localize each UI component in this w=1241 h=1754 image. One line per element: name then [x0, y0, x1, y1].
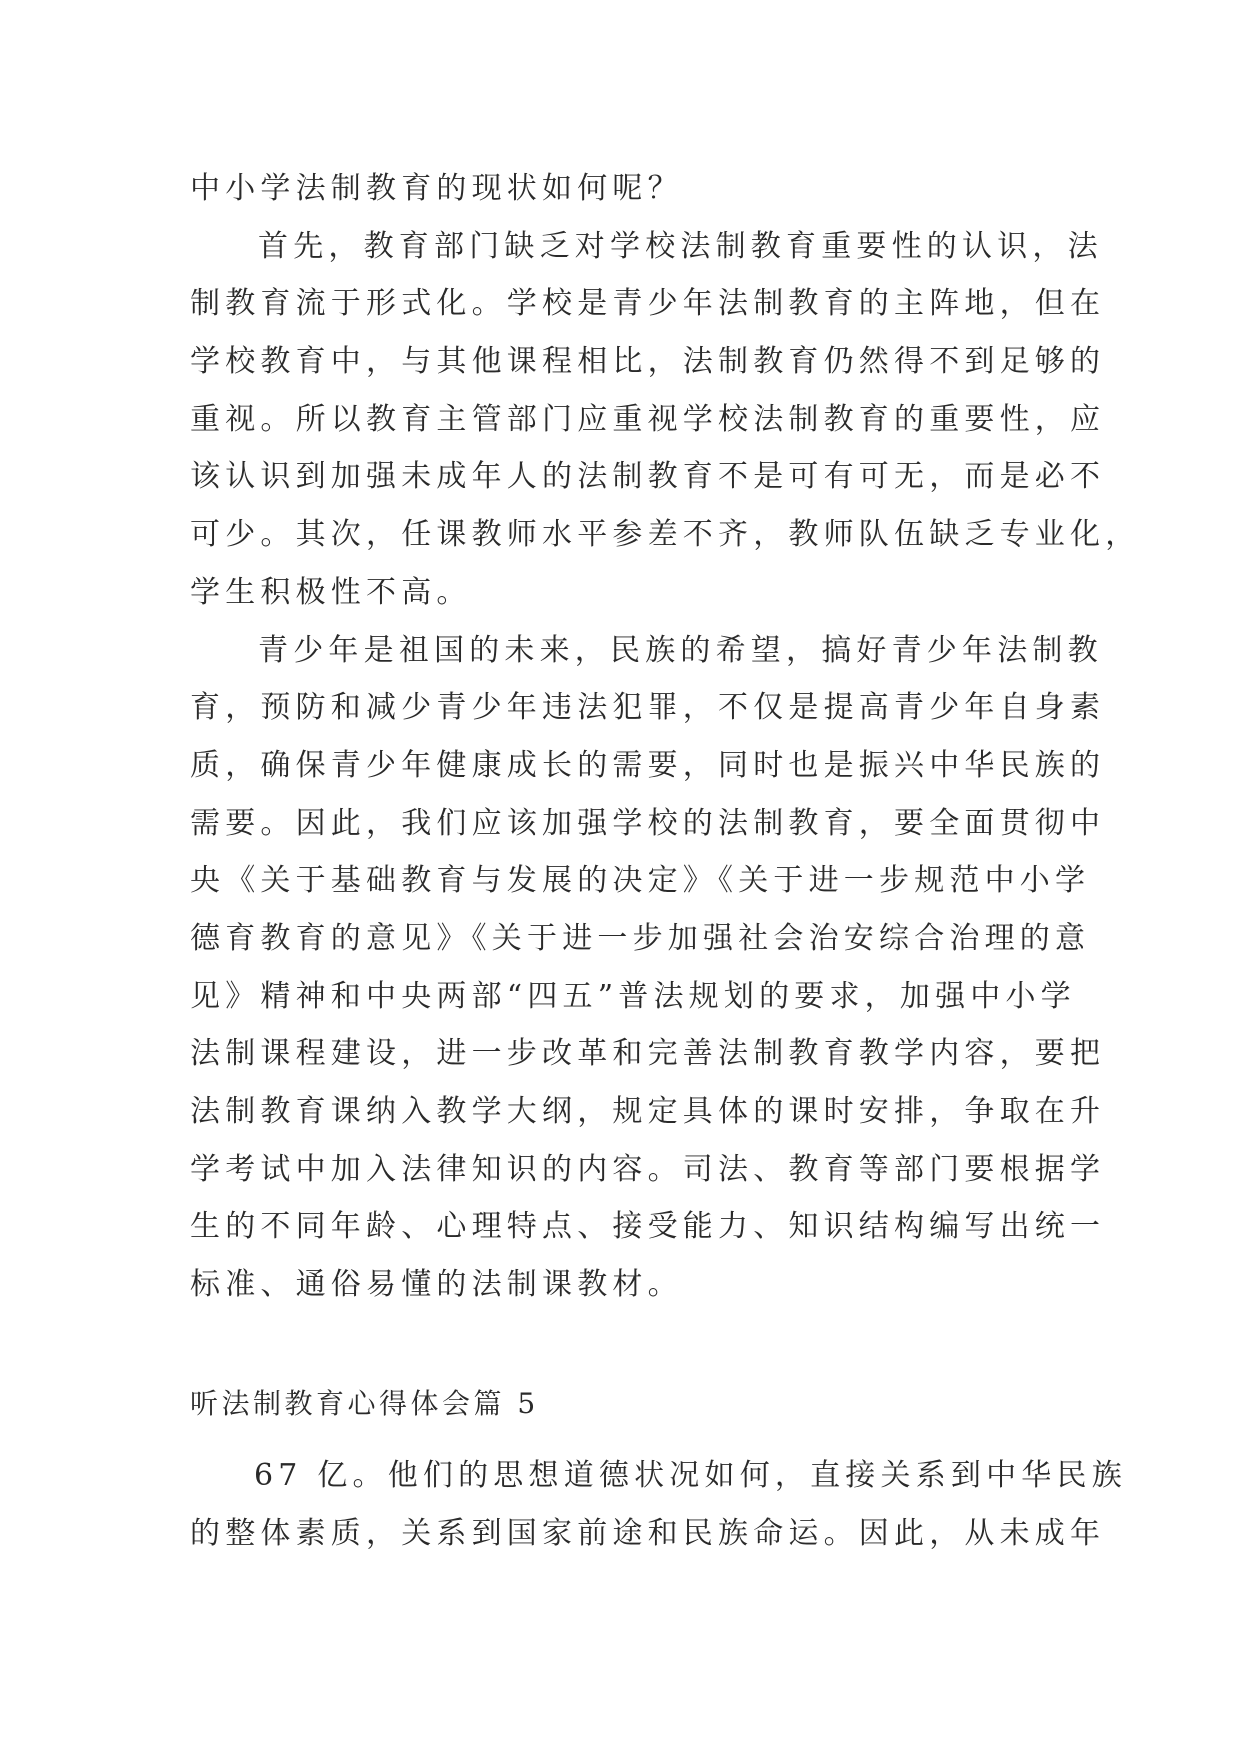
- text-line: 标准、通俗易懂的法制课教材。: [190, 1267, 683, 1303]
- document-continuation: [190, 1447, 1127, 1562]
- text-line: 青少年是祖国的未来，民族的希望，搞好青少年法制教: [258, 632, 1103, 668]
- text-line: 该认识到加强未成年人的法制教育不是可有可无，而是必不: [190, 459, 1106, 495]
- text-line: 学生积极性不高。: [190, 574, 472, 610]
- text-line: 可少。其次，任课教师水平参差不齐，教师队伍缺乏专业化，: [190, 517, 1141, 553]
- text-line: 学校教育中，与其他课程相比，法制教育仍然得不到足够的: [190, 344, 1106, 380]
- text-line: 制教育流于形式化。学校是青少年法制教育的主阵地，但在: [190, 286, 1106, 322]
- text-line: 见》精神和中央两部“四五”普法规划的要求，加强中小学: [190, 978, 1076, 1014]
- text-line: 67 亿。他们的思想道德状况如何，直接关系到中华民族: [254, 1458, 1127, 1493]
- text-line: 中小学法制教育的现状如何呢？: [190, 171, 683, 206]
- text-line: 学考试中加入法律知识的内容。司法、教育等部门要根据学: [190, 1151, 1106, 1187]
- document-page: [190, 160, 1141, 1314]
- text-line: 重视。所以教育主管部门应重视学校法制教育的重要性，应: [190, 401, 1106, 437]
- text-line: 质，确保青少年健康成长的需要，同时也是振兴中华民族的: [190, 747, 1106, 783]
- text-line: 法制教育课纳入教学大纲，规定具体的课时安排，争取在升: [190, 1094, 1106, 1129]
- text-line: 首先，教育部门缺乏对学校法制教育重要性的认识，法: [258, 228, 1103, 264]
- text-line: 育，预防和减少青少年违法犯罪，不仅是提高青少年自身素: [190, 690, 1106, 726]
- text-line: 需要。因此，我们应该加强学校的法制教育，要全面贯彻中: [190, 805, 1106, 841]
- text-line: 央《关于基础教育与发展的决定》《关于进一步规范中小学: [190, 863, 1091, 899]
- text-line: 德育教育的意见》《关于进一步加强社会治安综合治理的意: [190, 920, 1091, 956]
- text-line: 的整体素质，关系到国家前途和民族命运。因此，从未成年: [190, 1515, 1106, 1551]
- section-heading: 听法制教育心得体会篇 5: [190, 1387, 539, 1420]
- text-line: 生的不同年龄、心理特点、接受能力、知识结构编写出统一: [190, 1209, 1106, 1245]
- text-line: 法制课程建设，进一步改革和完善法制教育教学内容，要把: [190, 1036, 1106, 1072]
